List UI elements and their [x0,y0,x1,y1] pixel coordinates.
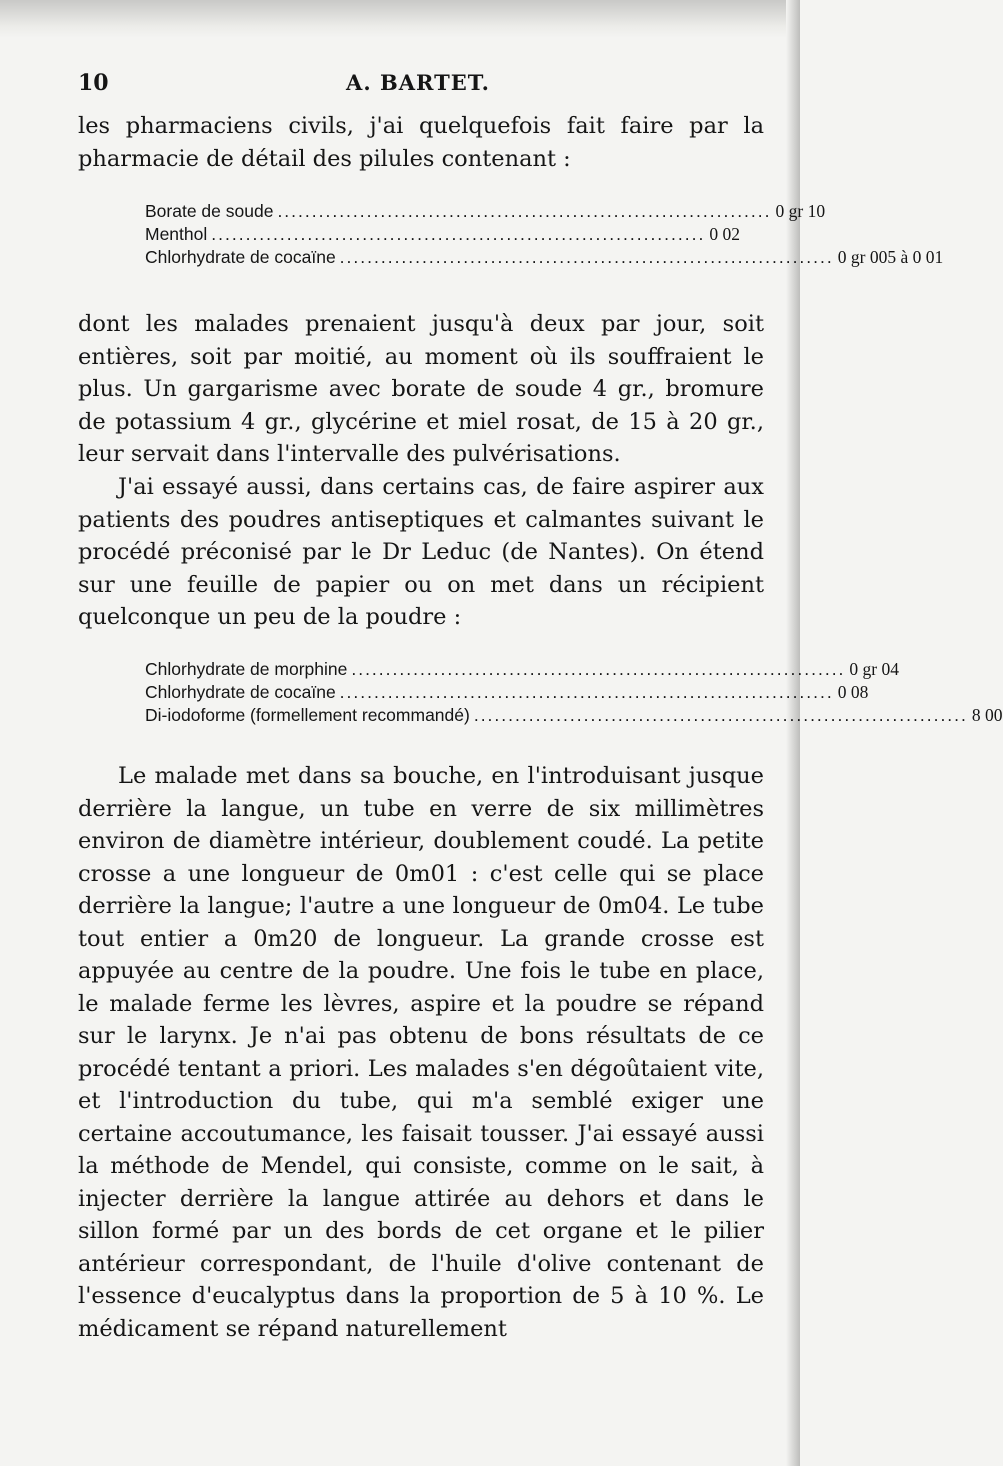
ingredient-dose: 0 gr 10 [775,201,826,221]
ingredient-name: Borate de soude [145,201,274,221]
paragraph-gargle: dont les malades prenaient jusqu'à deux par jour, soit entières, soit par moitié, au moment où ils souffraient le plus. Un gargarisme avec borate de soude 4 gr., bromure de potassium 4 gr., glycérine et miel rosat, de 15 à 20 gr., leur servait dans l'intervalle des pulvérisations. [78,311,764,467]
leader-dots: ........................................................................ [339,247,834,267]
page-shadow-top [0,0,800,38]
ingredient-name: Di-iodoforme (formellement recommandé) [145,705,470,725]
leader-dots: ........................................................................ [473,705,968,725]
ingredient-name: Menthol [145,224,208,244]
ingredient-dose: 0 08 [837,682,869,702]
page-number: 10 [78,70,109,96]
ingredient-name: Chlorhydrate de cocaïne [145,247,336,267]
leader-dots: ........................................................................ [211,224,706,244]
ingredient-name: Chlorhydrate de cocaïne [145,682,336,702]
paragraph-tube-method: Le malade met dans sa bouche, en l'introduisant jusque derrière la langue, un tube en verre de six millimètres environ de diamètre intérieur, doublement coudé. La petite crosse a une longueur de 0m01 : c'est celle qui se place derrière la langue; l'autre a une longueur de 0m04. Le tube tout entier a 0m20 de longueur. La grande crosse est appuyée au centre de la poudre. Une fois le tube en place, le malade ferme les lèvres, aspire et la poudre se répand sur le larynx. Je n'ai pas obtenu de bons résultats de ce procédé tentant a priori. Les malades s'en dégoûtaient vite, et l'introduction du tube, qui m'a semblé exiger une certaine accoutumance, les faisait tousser. J'ai essayé aussi la méthode de Mendel, qui consiste, comme on le sait, à injecter derrière la langue attirée au dehors et dans le sillon formé par un des bords de cet organe et le pilier antérieur correspondant, de l'huile d'olive contenant de l'essence d'eucalyptus dans la proportion de 5 à 10 %. Le médicament se répand naturellement [78,763,764,1342]
ingredient-name: Chlorhydrate de morphine [145,659,348,679]
formula-row [145,246,944,269]
pill-formula-table [145,200,944,269]
ingredient-dose: 0 02 [709,224,740,244]
ingredient-dose: 8 00 [971,705,1003,725]
formula-row [145,200,826,223]
formula-row [145,681,869,704]
formula-row [145,658,899,681]
powder-formula-table [145,658,1003,727]
formula-row [145,704,1003,727]
page-header [78,70,758,104]
leader-dots: ........................................................................ [339,682,834,702]
leader-dots: ........................................................................ [277,201,772,221]
leader-dots: ........................................................................ [351,659,846,679]
paragraph-leduc: J'ai essayé aussi, dans certains cas, de faire aspirer aux patients des poudres antiseptiques et calmantes suivant le procédé préconisé par le Dr Leduc (de Nantes). On étend sur une feuille de papier ou on met dans un récipient quelconque un peu de la poudre : [78,474,764,630]
ingredient-dose: 0 gr 005 à 0 01 [837,247,944,267]
running-title: A. BARTET. [346,70,490,95]
paragraph-intro: les pharmaciens civils, j'ai quelquefois fait faire par la pharmacie de détail des pilules contenant : [78,113,764,172]
ingredient-dose: 0 gr 04 [849,659,899,679]
formula-row [145,223,740,246]
